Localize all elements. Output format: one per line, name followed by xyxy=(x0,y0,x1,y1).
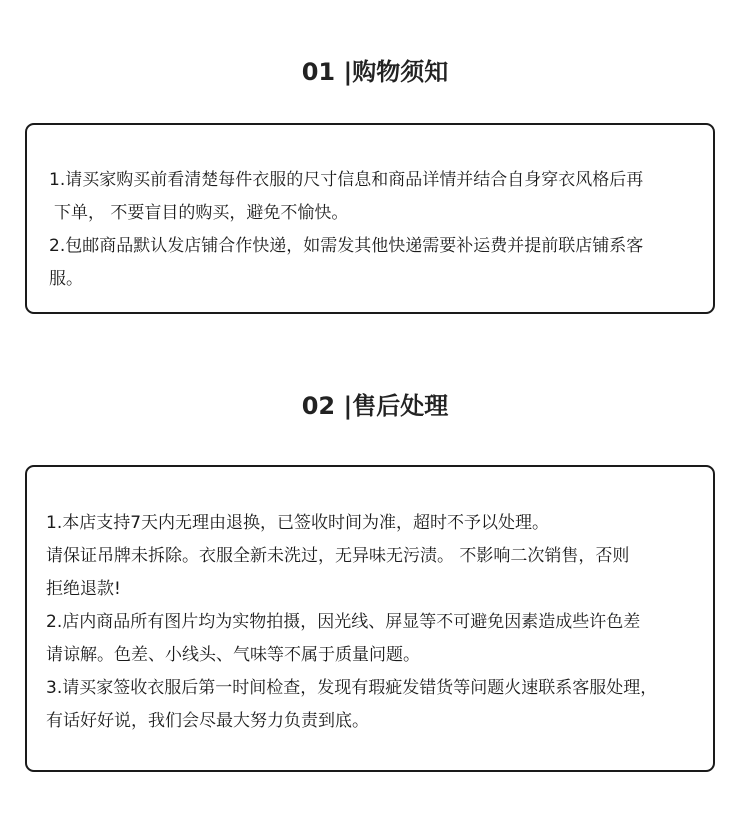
notice-line: 请谅解。色差、小线头、气味等不属于质量问题。 xyxy=(46,645,420,665)
after-sales-box xyxy=(25,465,715,772)
notice-line: 拒绝退款! xyxy=(46,579,121,599)
notice-line: 2.店内商品所有图片均为实物拍摄，因光线、屏显等不可避免因素造成些许色差 xyxy=(46,612,641,632)
notice-line: 服。 xyxy=(49,269,83,289)
notice-line: 下单， 不要盲目的购买，避免不愉快。 xyxy=(54,203,349,223)
notice-line: 有话好好说，我们会尽最大努力负责到底。 xyxy=(46,711,369,731)
shopping-notice-box xyxy=(25,123,715,314)
section-title-after-sales: 02 |售后处理 xyxy=(301,392,449,420)
notice-line: 3.请买家签收衣服后第一时间检查，发现有瑕疵发错货等问题火速联系客服处理， xyxy=(46,678,658,698)
notice-line: 2.包邮商品默认发店铺合作快递，如需发其他快递需要补运费并提前联店铺系客 xyxy=(49,236,644,256)
section-title-shopping-notice: 01 |购物须知 xyxy=(301,58,449,86)
notice-line: 1.本店支持7天内无理由退换，已签收时间为准，超时不予以处理。 xyxy=(46,513,550,533)
notice-line: 请保证吊牌未拆除。衣服全新未洗过，无异味无污渍。 不影响二次销售，否则 xyxy=(46,546,630,566)
notice-line: 1.请买家购买前看清楚每件衣服的尺寸信息和商品详情并结合自身穿衣风格后再 xyxy=(49,170,644,190)
